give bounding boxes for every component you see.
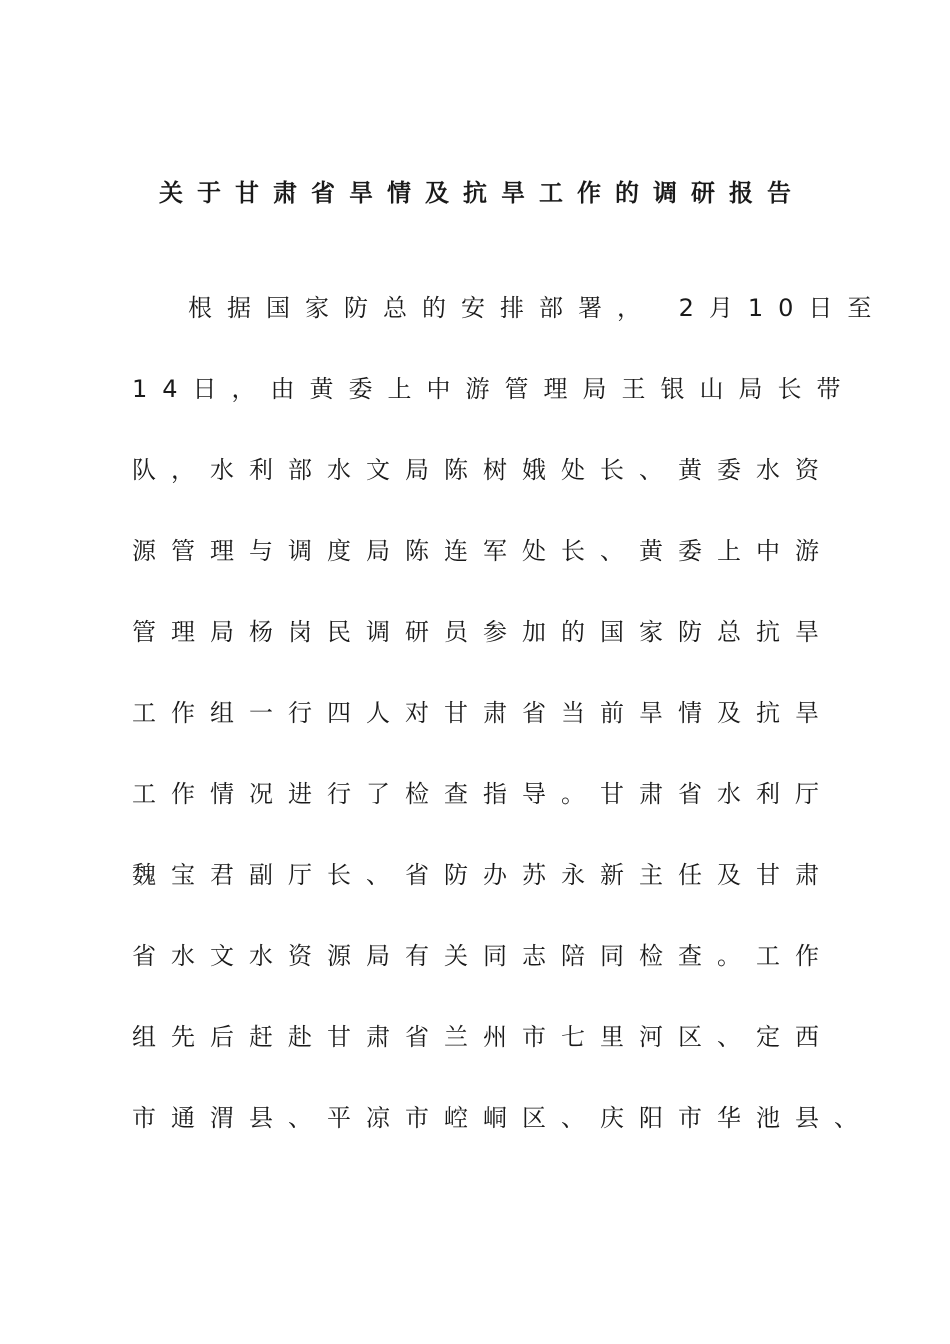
body-line: 工作组一行四人对甘肃省当前旱情及抗旱 — [132, 699, 834, 727]
body-line: 源管理与调度局陈连军处长、黄委上中游 — [132, 537, 834, 565]
body-line: 工作情况进行了检查指导。甘肃省水利厅 — [132, 780, 834, 808]
body-line: 省水文水资源局有关同志陪同检查。工作 — [132, 942, 834, 970]
body-line: 市通渭县、平凉市崆峒区、庆阳市华池县、 — [132, 1104, 873, 1132]
body-line: 管理局杨岗民调研员参加的国家防总抗旱 — [132, 618, 834, 646]
body-line: 组先后赶赴甘肃省兰州市七里河区、定西 — [132, 1023, 834, 1051]
body-line: 魏宝君副厅长、省防办苏永新主任及甘肃 — [132, 861, 834, 889]
body-line: 队，水利部水文局陈树娥处长、黄委水资 — [132, 456, 834, 484]
document-title: 关于甘肃省旱情及抗旱工作的调研报告 — [159, 179, 805, 207]
body-line: 14日，由黄委上中游管理局王银山局长带 — [132, 375, 856, 403]
body-line: 根据国家防总的安排部署， 2月10日至 — [188, 294, 887, 322]
